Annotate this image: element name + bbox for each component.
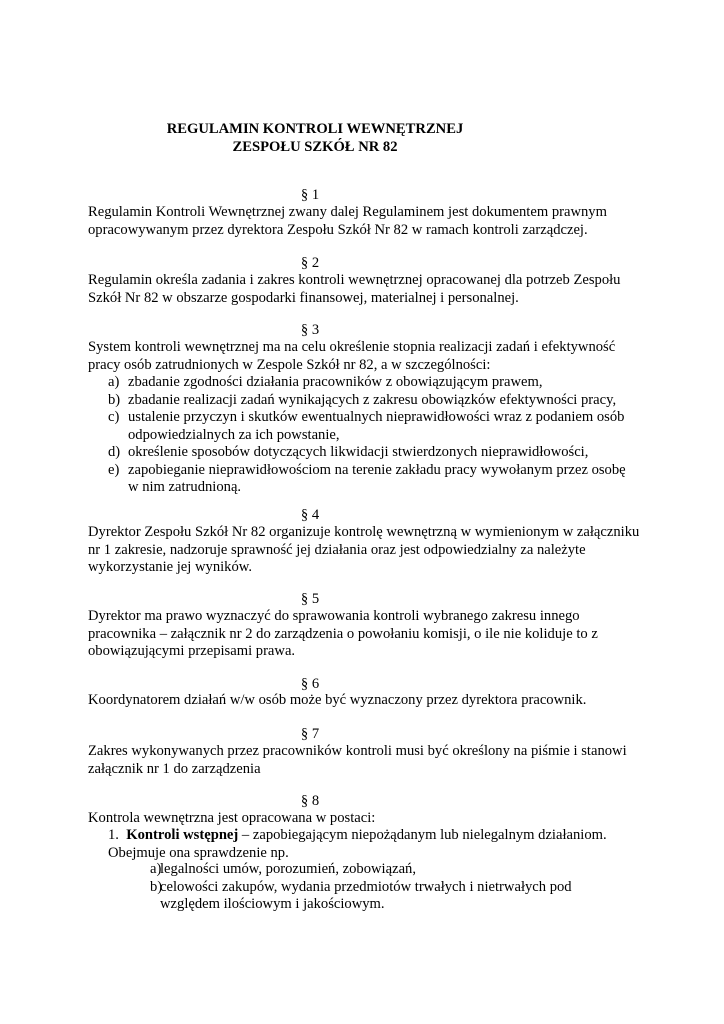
section-1-line-2: opracowywanym przez dyrektora Zespołu Szkół Nr 82 w ramach kontroli zarządczej. xyxy=(88,221,588,238)
section-8-heading: § 8 xyxy=(300,793,320,809)
list-item xyxy=(88,409,648,444)
list-item xyxy=(88,444,648,462)
list-item-text-continued: względem ilościowym i jakościowym. xyxy=(160,896,385,912)
numbered-item-rest: – zapobiegającym niepożądanym lub nielegalnym działaniom. xyxy=(238,827,607,843)
section-4-text xyxy=(88,524,648,577)
list-marker: a) xyxy=(150,861,162,877)
section-8-text xyxy=(88,810,648,828)
list-marker: e) xyxy=(108,461,120,478)
list-item-text: legalności umów, porozumień, zobowiązań, xyxy=(160,861,416,877)
section-1-line-1: Regulamin Kontroli Wewnętrznej zwany dalej Regulaminem jest dokumentem prawnym xyxy=(88,204,607,220)
list-item-text: zapobieganie nieprawidłowościom na terenie zakładu pracy wywołanym przez osobę xyxy=(128,461,626,478)
section-7-line-2: załącznik nr 1 do zarządzenia xyxy=(88,760,261,777)
list-item xyxy=(130,879,572,914)
section-6-heading: § 6 xyxy=(300,676,320,692)
list-marker: b) xyxy=(108,391,121,408)
section-1-heading: § 1 xyxy=(300,187,320,203)
section-1-text xyxy=(88,204,648,239)
list-item xyxy=(130,861,572,879)
list-marker: c) xyxy=(108,409,120,425)
list-item-text: zbadanie zgodności działania pracowników z obowiązującym prawem, xyxy=(128,374,543,390)
section-3-list xyxy=(88,374,648,497)
list-marker: d) xyxy=(108,444,121,460)
list-item-text: ustalenie przyczyn i skutków ewentualnych nieprawidłowości wraz z podaniem osób xyxy=(128,409,625,425)
section-8-line-1: Kontrola wewnętrzna jest opracowana w postaci: xyxy=(88,810,376,826)
section-5-line-2: pracownika – załącznik nr 2 do zarządzenia o powołaniu komisji, o ile nie koliduje to z xyxy=(88,625,598,642)
section-6-line-1: Koordynatorem działań w/w osób może być wyznaczony przez dyrektora pracownik. xyxy=(88,692,587,708)
section-5-heading: § 5 xyxy=(300,591,320,607)
list-item xyxy=(88,374,648,392)
section-4-heading: § 4 xyxy=(300,507,320,523)
section-2-line-1: Regulamin określa zadania i zakres kontroli wewnętrznej opracowanej dla potrzeb Zespołu xyxy=(88,272,621,288)
section-5-text xyxy=(88,608,648,661)
section-3-text xyxy=(88,339,648,374)
section-2-line-2: Szkół Nr 82 w obszarze gospodarki finansowej, materialnej i personalnej. xyxy=(88,289,519,306)
section-4-line-3: wykorzystanie jej wyników. xyxy=(88,559,253,575)
numbered-item-number: 1. xyxy=(108,827,119,843)
list-item-text-continued: w nim zatrudnioną. xyxy=(128,479,242,495)
section-5-line-1: Dyrektor ma prawo wyznaczyć do sprawowania kontroli wybranego zakresu innego xyxy=(88,608,580,624)
list-item xyxy=(88,392,648,410)
section-4-line-1: Dyrektor Zespołu Szkół Nr 82 organizuje kontrolę wewnętrzną w wymienionym w załączniku xyxy=(88,524,640,540)
document-title-line-1: REGULAMIN KONTROLI WEWNĘTRZNEJ xyxy=(166,121,464,137)
section-2-heading: § 2 xyxy=(300,255,320,271)
section-3-line-2: pracy osób zatrudnionych w Zespole Szkół nr 82, a w szczególności: xyxy=(88,356,491,373)
list-item-text: zbadanie realizacji zadań wynikających z zakresu obowiązków efektywności pracy, xyxy=(128,391,617,408)
list-marker: b) xyxy=(150,878,163,895)
document-title-line-2: ZESPOŁU SZKÓŁ NR 82 xyxy=(232,139,398,155)
section-7-text xyxy=(88,743,648,778)
list-item xyxy=(88,462,648,497)
list-item-text-continued: odpowiedzialnych za ich powstanie, xyxy=(128,426,340,443)
section-4-line-2: nr 1 zakresie, nadzoruje sprawność jej działania oraz jest odpowiedzialny za należyte xyxy=(88,541,586,558)
section-3-line-1: System kontroli wewnętrznej ma na celu określenie stopnia realizacji zadań i efektywność xyxy=(88,339,616,355)
section-7-line-1: Zakres wykonywanych przez pracowników kontroli musi być określony na piśmie i stanowi xyxy=(88,743,627,759)
section-3-heading: § 3 xyxy=(300,322,320,338)
section-7-heading: § 7 xyxy=(300,726,320,742)
section-6-text xyxy=(88,692,648,710)
section-5-line-3: obowiązującymi przepisami prawa. xyxy=(88,643,296,659)
list-item-text: określenie sposobów dotyczących likwidacji stwierdzonych nieprawidłowości, xyxy=(128,444,589,460)
list-item-text: celowości zakupów, wydania przedmiotów trwałych i nietrwałych pod xyxy=(160,878,572,895)
section-8-sublist xyxy=(130,861,572,914)
section-2-text xyxy=(88,272,648,307)
numbered-item-bold-term: Kontroli wstępnej xyxy=(126,827,239,843)
list-marker: a) xyxy=(108,374,120,390)
numbered-item-line-1 xyxy=(108,827,607,845)
numbered-item-line-2: Obejmuje ona sprawdzenie np. xyxy=(108,844,289,861)
numbered-item-1 xyxy=(108,827,607,862)
